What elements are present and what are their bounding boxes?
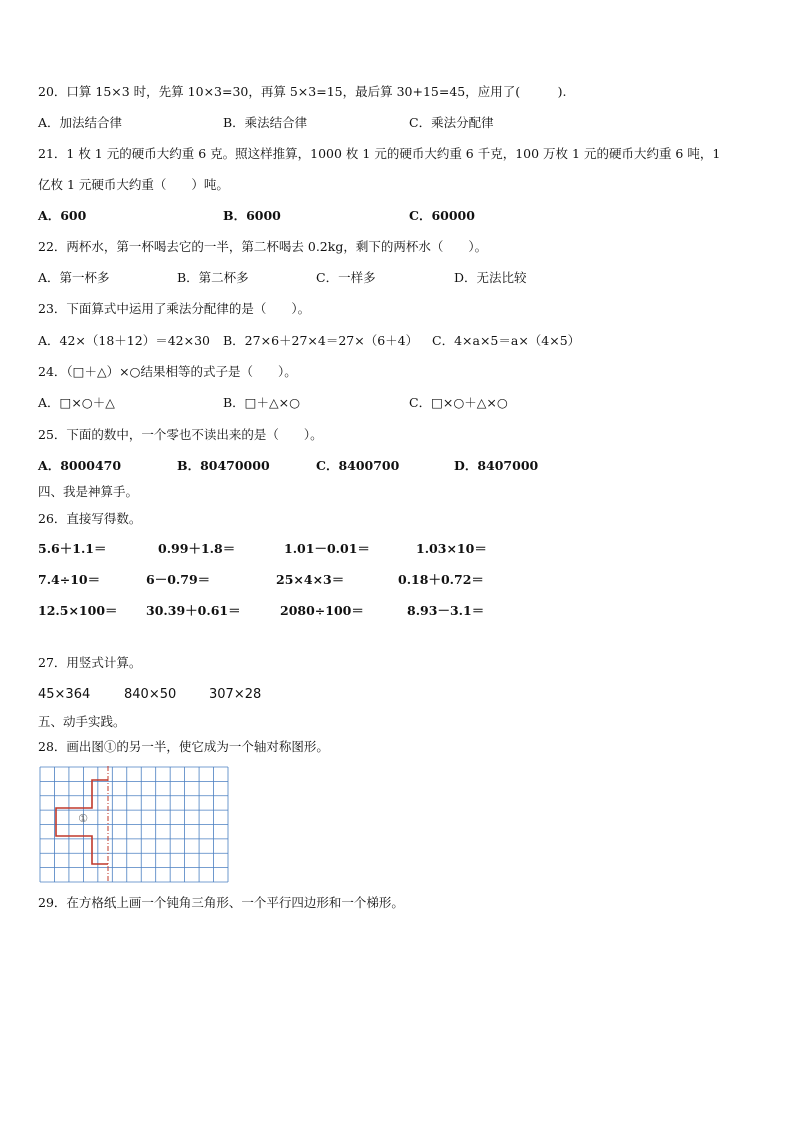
q25-stem: 25．下面的数中，一个零也不读出来的是（ ）。: [38, 427, 323, 442]
q29-stem: 29．在方格纸上画一个钝角三角形、一个平行四边形和一个梯形。: [38, 895, 404, 910]
grid-lines: [40, 767, 228, 882]
q25-option-b[interactable]: B．80470000: [177, 458, 270, 473]
q25-option-a[interactable]: A．8000470: [38, 458, 122, 473]
q26-item: 1.01－0.01＝: [284, 541, 370, 556]
q26-item: 5.6＋1.1＝: [38, 541, 107, 556]
q20-option-a[interactable]: A．加法结合律: [38, 115, 123, 130]
q27-item: 45×364: [38, 687, 91, 702]
q26-item: 25×4×3＝: [276, 572, 345, 587]
q26-item: 7.4÷10＝: [38, 572, 101, 587]
q23-option-a[interactable]: A．42×（18＋12）＝42×30: [38, 333, 211, 348]
q20-stem: 20．口算 15×3 时，先算 10×3=30，再算 5×3=15，最后算 30+15=45，应用了( ).: [38, 84, 567, 99]
q24-stem: 24．（□＋△）×○结果相等的式子是（ ）。: [38, 364, 297, 379]
q22-option-c[interactable]: C．一样多: [316, 270, 376, 285]
q21-option-c[interactable]: C．60000: [409, 208, 475, 223]
q21-stem-line1: 21．1 枚 1 元的硬币大约重 6 克。照这样推算，1000 枚 1 元的硬币大约重 6 千克，100 万枚 1 元的硬币大约重 6 吨，1: [38, 146, 721, 161]
q27-item: 307×28: [209, 687, 262, 702]
section-4-heading: 四、我是神算手。: [38, 484, 139, 499]
q26-item: 8.93－3.1＝: [407, 603, 485, 618]
q20-option-b[interactable]: B．乘法结合律: [223, 115, 308, 130]
q24-option-b[interactable]: B．□＋△×○: [223, 395, 300, 410]
q25-option-d[interactable]: D．8407000: [454, 458, 539, 473]
q20-option-c[interactable]: C．乘法分配律: [409, 115, 494, 130]
q25-option-c[interactable]: C．8400700: [316, 458, 400, 473]
q23-option-b[interactable]: B．27×6＋27×4＝27×（6＋4）: [223, 333, 419, 348]
q22-stem: 22．两杯水，第一杯喝去它的一半，第二杯喝去 0.2kg，剩下的两杯水（ ）。: [38, 239, 488, 254]
q26-stem: 26．直接写得数。: [38, 511, 142, 526]
q22-option-b[interactable]: B．第二杯多: [177, 270, 249, 285]
q23-option-c[interactable]: C．4×a×5＝a×（4×5）: [432, 333, 581, 348]
q26-item: 0.99＋1.8＝: [158, 541, 236, 556]
q21-option-a[interactable]: A．600: [38, 208, 87, 223]
symmetry-grid-figure[interactable]: [39, 766, 229, 883]
q26-item: 2080÷100＝: [280, 603, 364, 618]
q23-stem: 23．下面算式中运用了乘法分配律的是（ ）。: [38, 301, 311, 316]
q21-stem-line2: 亿枚 1 元硬币大约重（ ）吨。: [38, 177, 229, 192]
q28-stem: 28．画出图①的另一半，使它成为一个轴对称图形。: [38, 739, 329, 754]
q26-item: 6－0.79＝: [146, 572, 211, 587]
figure-label: ①: [78, 812, 88, 825]
q27-item: 840×50: [124, 687, 177, 702]
q26-item: 12.5×100＝: [38, 603, 118, 618]
q26-item: 30.39＋0.61＝: [146, 603, 241, 618]
q26-item: 0.18＋0.72＝: [398, 572, 484, 587]
q22-option-d[interactable]: D．无法比较: [454, 270, 527, 285]
q26-item: 1.03×10＝: [416, 541, 487, 556]
q24-option-a[interactable]: A．□×○＋△: [38, 395, 115, 410]
q21-option-b[interactable]: B．6000: [223, 208, 281, 223]
q24-option-c[interactable]: C．□×○＋△×○: [409, 395, 508, 410]
q22-option-a[interactable]: A．第一杯多: [38, 270, 110, 285]
section-5-heading: 五、动手实践。: [38, 714, 126, 729]
q27-stem: 27．用竖式计算。: [38, 655, 142, 670]
